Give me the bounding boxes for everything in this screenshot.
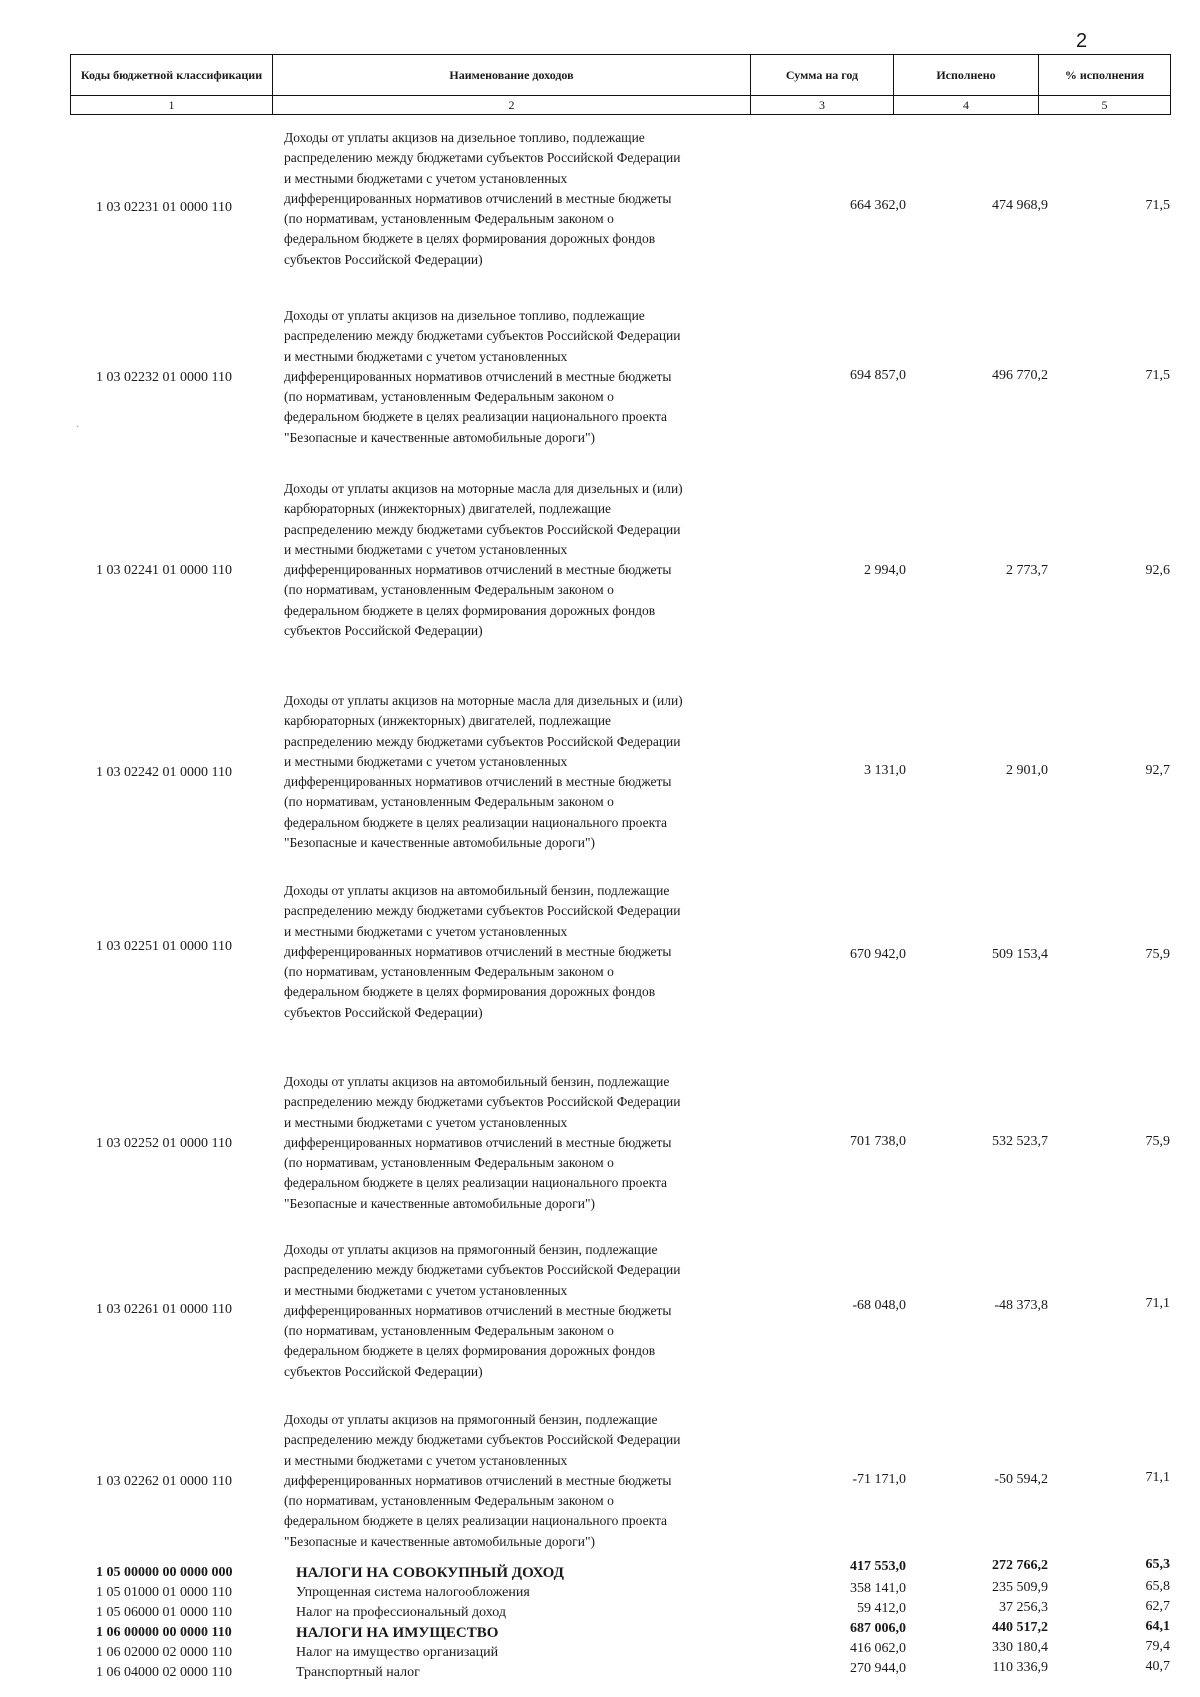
executed-sum: 496 770,2 [992, 368, 1048, 383]
budget-code: 1 03 02241 01 0000 110 [96, 563, 232, 578]
budget-code: 1 03 02251 01 0000 110 [96, 939, 232, 954]
executed-sum: -50 594,2 [994, 1472, 1048, 1487]
income-name: Упрощенная система налогообложения [296, 1585, 530, 1600]
summary-row [0, 1659, 1200, 1685]
execution-percent: 71,5 [1145, 368, 1170, 383]
execution-percent: 64,1 [1145, 1619, 1170, 1634]
execution-percent: 71,1 [1145, 1296, 1170, 1311]
income-description: Доходы от уплаты акцизов на дизельное топливо, подлежащие распределению между бюджетами субъектов Российской Федерации и местными бюджетами с учетом установленных дифференцированных нормативов отчислений в местные бюджеты (по нормативам, установленным Федеральным законом о федеральном бюджете в целях формирования дорожных фондов субъектов Российской Федерации) [284, 130, 681, 267]
budget-code: 1 05 06000 01 0000 110 [96, 1605, 232, 1620]
executed-sum: 474 968,9 [992, 198, 1048, 213]
executed-sum: 235 509,9 [992, 1580, 1048, 1595]
execution-percent: 71,1 [1145, 1470, 1170, 1485]
header-col-number: 1 [71, 96, 273, 115]
executed-sum: 37 256,3 [999, 1600, 1048, 1615]
executed-sum: -48 373,8 [994, 1298, 1048, 1313]
budget-code: 1 03 02252 01 0000 110 [96, 1136, 232, 1151]
execution-percent: 75,9 [1145, 1134, 1170, 1149]
execution-percent: 92,7 [1145, 763, 1170, 778]
execution-percent: 71,5 [1145, 198, 1170, 213]
executed-sum: 330 180,4 [992, 1640, 1048, 1655]
annual-sum: 416 062,0 [850, 1641, 906, 1656]
income-description: Доходы от уплаты акцизов на автомобильный бензин, подлежащие распределению между бюджетами субъектов Российской Федерации и местными бюджетами с учетом установленных дифференцированных нормативов отчислений в местные бюджеты (по нормативам, установленным Федеральным законом о федеральном бюджете в целях формирования дорожных фондов субъектов Российской Федерации) [284, 883, 681, 1020]
budget-code: 1 03 02231 01 0000 110 [96, 200, 232, 215]
execution-percent: 65,8 [1145, 1579, 1170, 1594]
annual-sum: 270 944,0 [850, 1661, 906, 1676]
income-description: Доходы от уплаты акцизов на моторные масла для дизельных и (или) карбюраторных (инжекторных) двигателей, подлежащие распределению между бюджетами субъектов Российской Федерации и местными бюджетами с учетом установленных дифференцированных нормативов отчислений в местные бюджеты (по нормативам, установленным Федеральным законом о федеральном бюджете в целях реализации национального проекта "Безопасные и качественные автомобильные дороги") [284, 693, 683, 851]
execution-percent: 92,6 [1145, 563, 1170, 578]
header-col-number: 3 [751, 96, 894, 115]
annual-sum: 694 857,0 [850, 368, 906, 383]
executed-sum: 110 336,9 [992, 1660, 1048, 1675]
annual-sum: -71 171,0 [852, 1472, 906, 1487]
budget-code: 1 03 02262 01 0000 110 [96, 1474, 232, 1489]
executed-sum: 2 773,7 [1006, 563, 1048, 578]
executed-sum: 532 523,7 [992, 1134, 1048, 1149]
header-execution-percent: % исполнения [1039, 55, 1171, 96]
execution-percent: 40,7 [1145, 1659, 1170, 1674]
header-col-number: 2 [273, 96, 751, 115]
annual-sum: 59 412,0 [857, 1601, 906, 1616]
budget-code: 1 05 01000 01 0000 110 [96, 1585, 232, 1600]
header-col-number: 4 [894, 96, 1039, 115]
income-name: Транспортный налог [296, 1665, 420, 1680]
income-name: Налог на имущество организаций [296, 1645, 499, 1660]
table-header [70, 54, 1171, 115]
income-name: НАЛОГИ НА ИМУЩЕСТВО [296, 1625, 499, 1641]
income-name: Налог на профессиональный доход [296, 1605, 506, 1620]
income-description: Доходы от уплаты акцизов на прямогонный бензин, подлежащие распределению между бюджетами субъектов Российской Федерации и местными бюджетами с учетом установленных дифференцированных нормативов отчислений в местные бюджеты (по нормативам, установленным Федеральным законом о федеральном бюджете в целях реализации национального проекта "Безопасные и качественные автомобильные дороги") [284, 1412, 681, 1549]
execution-percent: 62,7 [1145, 1599, 1170, 1614]
annual-sum: 358 141,0 [850, 1581, 906, 1596]
annual-sum: 2 994,0 [864, 563, 906, 578]
annual-sum: 664 362,0 [850, 198, 906, 213]
header-codes: Коды бюджетной классификации [71, 55, 273, 96]
budget-code: 1 03 02261 01 0000 110 [96, 1302, 232, 1317]
budget-code: 1 06 00000 00 0000 110 [96, 1625, 232, 1640]
annual-sum: 687 006,0 [850, 1621, 906, 1636]
execution-percent: 79,4 [1145, 1639, 1170, 1654]
budget-code: 1 03 02242 01 0000 110 [96, 765, 232, 780]
income-description: Доходы от уплаты акцизов на прямогонный бензин, подлежащие распределению между бюджетами субъектов Российской Федерации и местными бюджетами с учетом установленных дифференцированных нормативов отчислений в местные бюджеты (по нормативам, установленным Федеральным законом о федеральном бюджете в целях формирования дорожных фондов субъектов Российской Федерации) [284, 1242, 681, 1379]
executed-sum: 440 517,2 [992, 1620, 1048, 1635]
executed-sum: 2 901,0 [1006, 763, 1048, 778]
header-annual-sum: Сумма на год [751, 55, 894, 96]
income-description: Доходы от уплаты акцизов на автомобильный бензин, подлежащие распределению между бюджетами субъектов Российской Федерации и местными бюджетами с учетом установленных дифференцированных нормативов отчислений в местные бюджеты (по нормативам, установленным Федеральным законом о федеральном бюджете в целях реализации национального проекта "Безопасные и качественные автомобильные дороги") [284, 1074, 681, 1211]
header-executed: Исполнено [894, 55, 1039, 96]
header-income-name: Наименование доходов [273, 55, 751, 96]
annual-sum: 670 942,0 [850, 947, 906, 962]
budget-code: 1 05 00000 00 0000 000 [96, 1565, 233, 1580]
header-col-number: 5 [1039, 96, 1171, 115]
annual-sum: 417 553,0 [850, 1559, 906, 1574]
income-name: НАЛОГИ НА СОВОКУПНЫЙ ДОХОД [296, 1565, 564, 1581]
scan-mark: · [76, 422, 80, 433]
income-description: Доходы от уплаты акцизов на дизельное топливо, подлежащие распределению между бюджетами субъектов Российской Федерации и местными бюджетами с учетом установленных дифференцированных нормативов отчислений в местные бюджеты (по нормативам, установленным Федеральным законом о федеральном бюджете в целях реализации национального проекта "Безопасные и качественные автомобильные дороги") [284, 308, 681, 445]
executed-sum: 509 153,4 [992, 947, 1048, 962]
annual-sum: 3 131,0 [864, 763, 906, 778]
budget-code: 1 06 04000 02 0000 110 [96, 1665, 232, 1680]
budget-code: 1 06 02000 02 0000 110 [96, 1645, 232, 1660]
executed-sum: 272 766,2 [992, 1558, 1048, 1573]
page-number: 2 [1076, 30, 1088, 52]
budget-code: 1 03 02232 01 0000 110 [96, 370, 232, 385]
annual-sum: 701 738,0 [850, 1134, 906, 1149]
execution-percent: 75,9 [1145, 947, 1170, 962]
execution-percent: 65,3 [1145, 1557, 1170, 1572]
income-description: Доходы от уплаты акцизов на моторные масла для дизельных и (или) карбюраторных (инжекторных) двигателей, подлежащие распределению между бюджетами субъектов Российской Федерации и местными бюджетами с учетом установленных дифференцированных нормативов отчислений в местные бюджеты (по нормативам, установленным Федеральным законом о федеральном бюджете в целях формирования дорожных фондов субъектов Российской Федерации) [284, 481, 683, 639]
annual-sum: -68 048,0 [852, 1298, 906, 1313]
